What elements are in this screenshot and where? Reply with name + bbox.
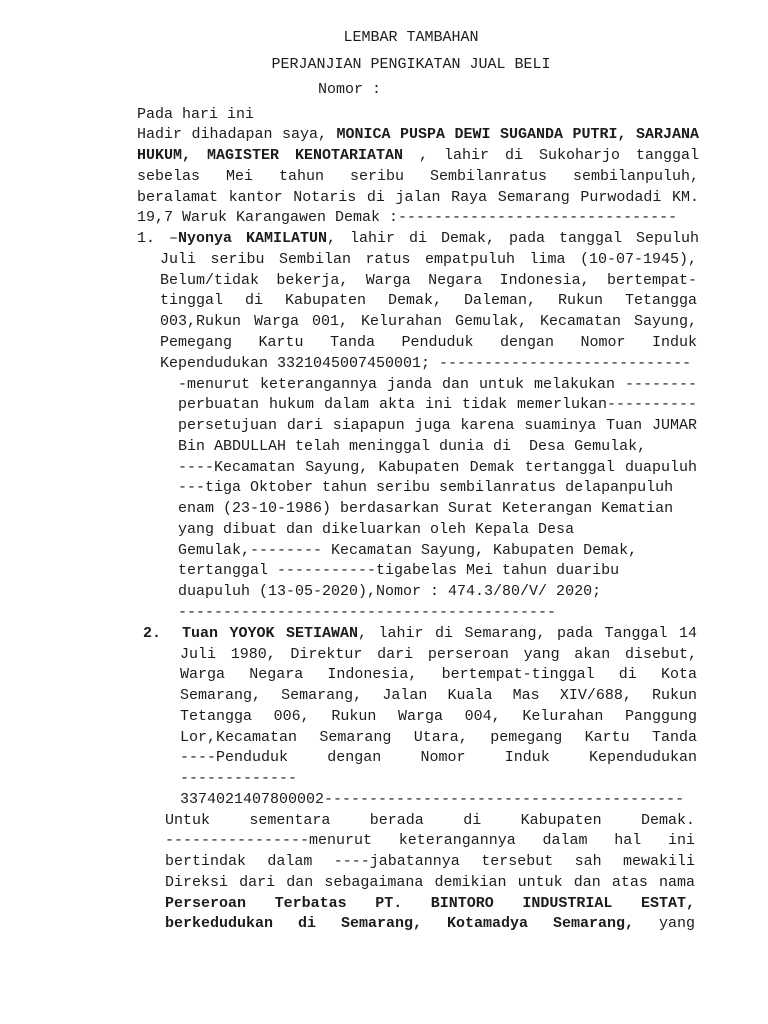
party-1-dash: –	[169, 230, 179, 248]
party-1-line: tinggal di Kabupaten Demak, Daleman, Rukun Tetangga	[160, 292, 697, 310]
party-1-note-line: -menurut keterangannya janda dan untuk melakukan --------	[178, 375, 697, 393]
document-title: LEMBAR TAMBAHAN	[343, 29, 479, 46]
party-1-note-line: enam (23-10-1986) berdasarkan Surat Keterangan Kematian	[178, 500, 674, 518]
party-2-name: Tuan YOYOK SETIAWAN	[182, 624, 359, 642]
party-1-line: Belum/tidak bekerja, Warga Negara Indonesia, bertempat-	[160, 271, 697, 289]
document-number-label: Nomor :	[318, 81, 382, 98]
party-1-line: Pemegang Kartu Tanda Penduduk dengan Nomor Induk	[160, 334, 697, 352]
opening-text: Hadir dihadapan saya,	[137, 126, 337, 144]
party-2-line: ----Penduduk dengan Nomor Induk Kependudukan	[180, 749, 697, 767]
party-1-note-line: ----Kecamatan Sayung, Kabupaten Demak tertanggal duapuluh	[178, 458, 697, 476]
party-2-company-name: Perseroan Terbatas PT. BINTORO INDUSTRIAL ESTAT,	[165, 894, 695, 912]
party-1-note-line: ---tiga Oktober tahun seribu sembilanratus delapanpuluh	[178, 479, 674, 497]
party-1-note-line: yang dibuat dan dikeluarkan oleh Kepala Desa	[178, 520, 575, 538]
party-1-note-line: Gemulak,-------- Kecamatan Sayung, Kabupaten Demak,	[178, 541, 638, 559]
party-2-continuation-line	[165, 914, 695, 935]
party-2-line: Semarang, Semarang, Jalan Kuala Mas XIV/688, Rukun	[180, 687, 697, 705]
party-2-continuation-line: bertindak dalam ----jabatannya tersebut sah mewakili	[165, 853, 695, 871]
party-1-note-line: perbuatan hukum dalam akta ini tidak memerlukan----------	[178, 396, 697, 414]
party-2-line: Juli 1980, Direktur dari perseroan yang akan disebut,	[180, 645, 697, 663]
party-1-line: 003,Rukun Warga 001, Kelurahan Gemulak, Kecamatan Sayung,	[160, 313, 697, 331]
party-2-intro	[182, 624, 697, 645]
party-1-note-line: persetujuan dari siapapun juga karena suaminya Tuan JUMAR	[178, 417, 697, 435]
opening-line: beralamat kantor Notaris di jalan Raya Semarang Purwodadi KM.	[137, 188, 699, 206]
party-2-line: Lor,Kecamatan Semarang Utara, pemegang Kartu Tanda	[180, 728, 697, 746]
party-2-number: 2.	[143, 624, 162, 642]
party-2-first-line	[0, 624, 768, 645]
party-1-line: Kependudukan 3321045007450001; ----------------------------	[160, 354, 692, 372]
opening-line: sebelas Mei tahun seribu Sembilanratus sembilanpuluh,	[137, 167, 699, 185]
party-2-continuation-line: ----------------menurut keterangannya dalam hal ini	[165, 832, 695, 850]
opening-line	[137, 125, 699, 146]
opening-line: 19,7 Waruk Karangawen Demak :-------------------------------	[137, 209, 678, 227]
party-2-text: yang	[634, 915, 695, 933]
party-2-continuation-line: Untuk sementara berada di Kabupaten Demak.	[165, 811, 695, 829]
party-1-line: Juli seribu Sembilan ratus empatpuluh lima (10-07-1945),	[160, 250, 697, 268]
party-2-line: -------------	[180, 770, 298, 788]
party-2-continuation-line: Direksi dari dan sebagaimana demikian untuk dan atas nama	[165, 873, 695, 891]
party-1-first-line	[137, 229, 699, 250]
opening-line: Pada hari ini	[137, 105, 255, 123]
separator-dashes: ------------------------------------------	[178, 603, 557, 621]
party-2-company-domicile: berkedudukan di Semarang, Kotamadya Semarang,	[165, 915, 634, 933]
opening-line	[137, 146, 699, 167]
document-subtitle: PERJANJIAN PENGIKATAN JUAL BELI	[271, 56, 551, 73]
notary-name: MONICA PUSPA DEWI SUGANDA PUTRI, SARJANA	[336, 126, 699, 144]
party-2-id-number: 3374021407800002----------------------------------------	[180, 790, 685, 808]
document-body	[0, 105, 768, 936]
notary-title: HUKUM, MAGISTER KENOTARIATAN	[137, 147, 404, 165]
opening-text: , lahir di Sukoharjo tanggal	[403, 147, 699, 165]
party-1-number: 1.	[137, 230, 156, 248]
party-1-note-line: tertanggal -----------tigabelas Mei tahun duaribu	[178, 562, 620, 580]
party-1-note-line: Bin ABDULLAH telah meninggal dunia di Desa Gemulak,	[178, 437, 647, 455]
party-2-text: , lahir di Semarang, pada Tanggal 14	[358, 624, 697, 642]
party-1-name: Nyonya KAMILATUN	[178, 230, 328, 248]
party-1-note-line: duapuluh (13-05-2020),Nomor : 474.3/80/V/ 2020;	[178, 583, 602, 601]
party-2-line: Warga Negara Indonesia, bertempat-tinggal di Kota	[180, 666, 697, 684]
party-1-text: , lahir di Demak, pada tanggal Sepuluh	[327, 230, 699, 248]
party-2-line: Tetangga 006, Rukun Warga 004, Kelurahan Panggung	[180, 707, 697, 725]
